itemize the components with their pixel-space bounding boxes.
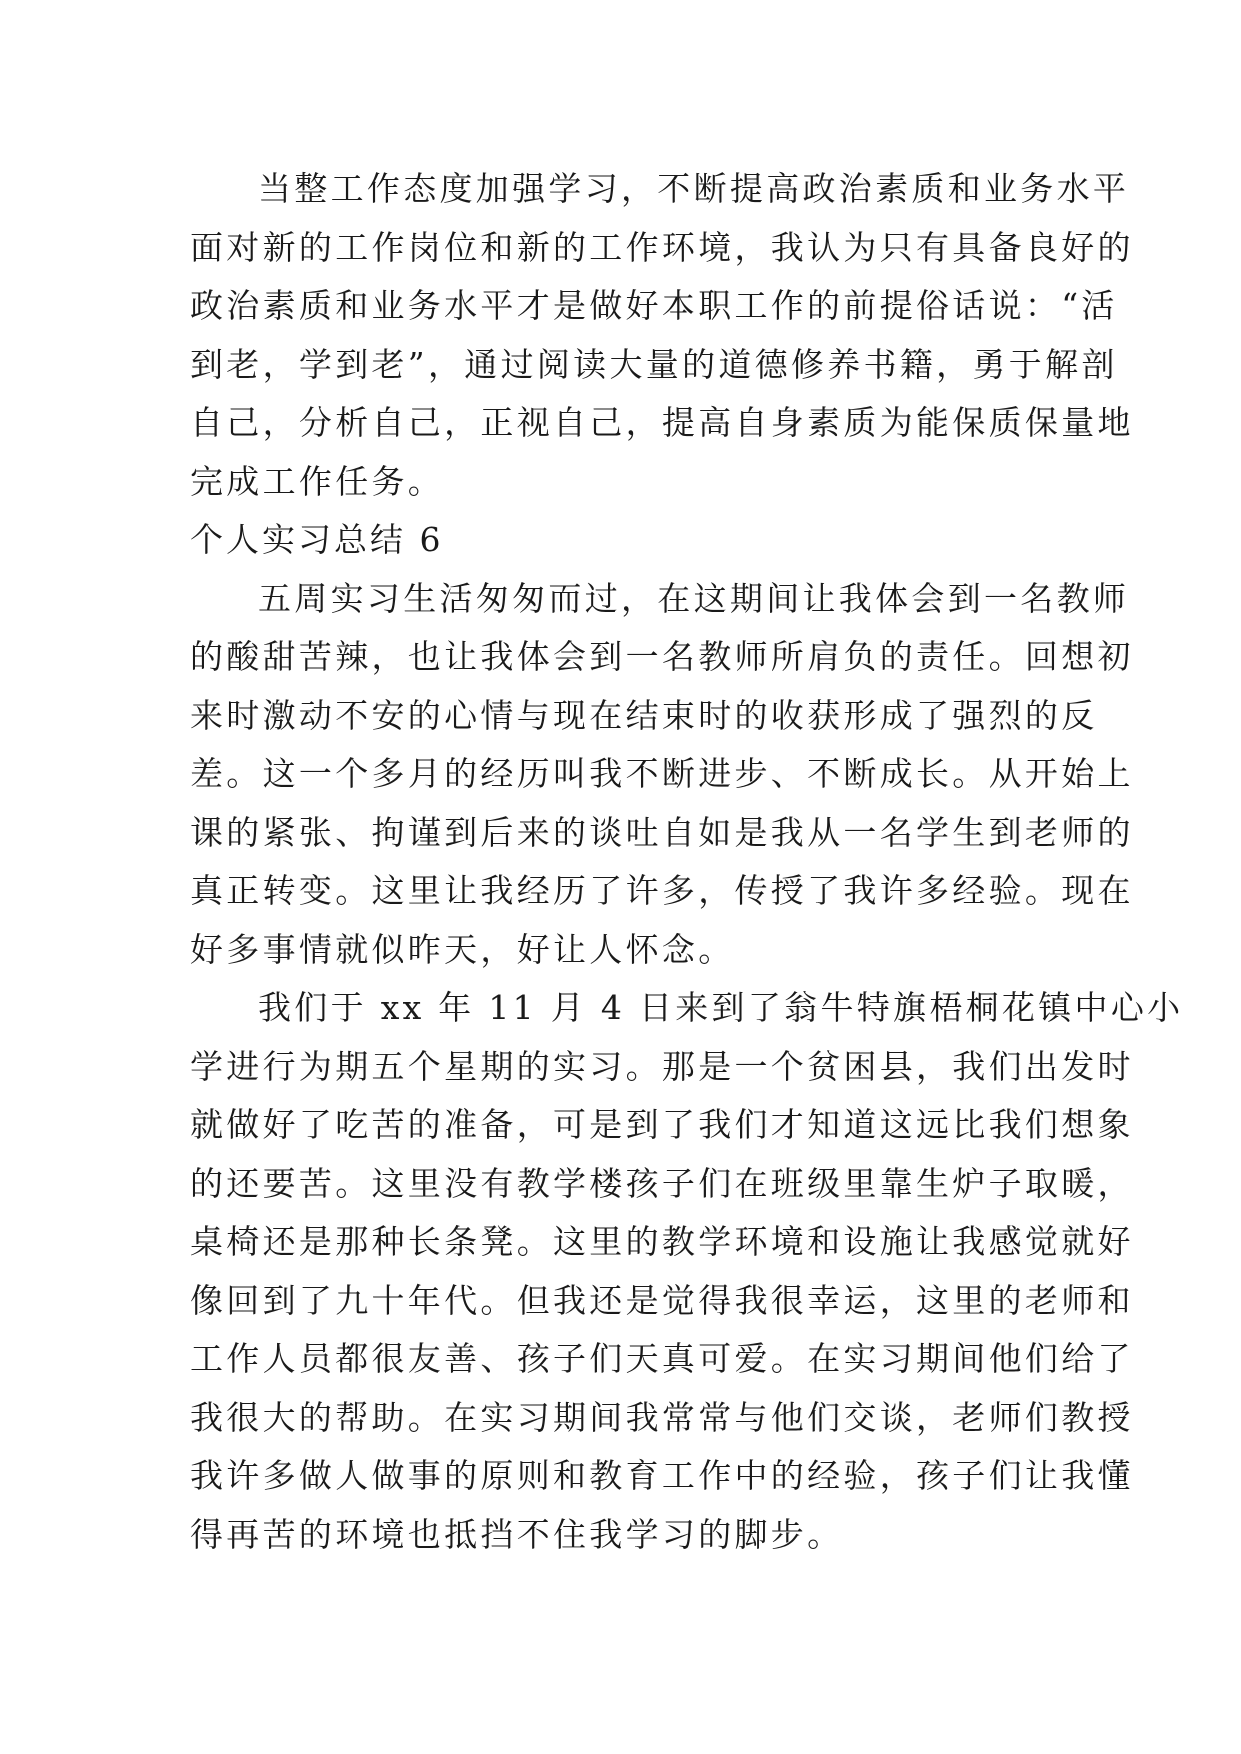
paragraph-line: 来时激动不安的心情与现在结束时的收获形成了强烈的反 bbox=[190, 695, 1098, 735]
paragraph-line: 的还要苦。这里没有教学楼孩子们在班级里靠生炉子取暖， bbox=[190, 1163, 1134, 1203]
paragraph-line: 到老，学到老”，通过阅读大量的道德修养书籍，勇于解剖 bbox=[190, 344, 1118, 384]
paragraph-line: 工作人员都很友善、孩子们天真可爱。在实习期间他们给了 bbox=[190, 1339, 1134, 1378]
paragraph-line: 就做好了吃苦的准备，可是到了我们才知道这远比我们想象 bbox=[190, 1105, 1134, 1144]
paragraph-line: 我许多做人做事的原则和教育工作中的经验，孩子们让我懂 bbox=[190, 1456, 1134, 1495]
paragraph-line: 像回到了九十年代。但我还是觉得我很幸运，这里的老师和 bbox=[190, 1280, 1134, 1320]
paragraph-line: 我们于 xx 年 11 月 4 日来到了翁牛特旗梧桐花镇中心小 bbox=[258, 988, 1184, 1027]
paragraph-line: 完成工作任务。 bbox=[190, 461, 445, 501]
paragraph-3 bbox=[190, 979, 1184, 1564]
paragraph-line: 政治素质和业务水平才是做好本职工作的前提俗话说：“活 bbox=[190, 286, 1118, 325]
paragraph-line: 当整工作态度加强学习，不断提高政治素质和业务水平 bbox=[258, 169, 1130, 208]
paragraph-line: 课的紧张、拘谨到后来的谈吐自如是我从一名学生到老师的 bbox=[190, 812, 1134, 852]
paragraph-line: 得再苦的环境也抵挡不住我学习的脚步。 bbox=[190, 1514, 844, 1554]
paragraph-line: 面对新的工作岗位和新的工作环境，我认为只有具备良好的 bbox=[190, 227, 1134, 267]
paragraph-line: 真正转变。这里让我经历了许多，传授了我许多经验。现在 bbox=[190, 871, 1134, 910]
paragraph-2 bbox=[190, 570, 1134, 980]
paragraph-line: 的酸甜苦辣，也让我体会到一名教师所肩负的责任。回想初 bbox=[190, 637, 1134, 676]
paragraph-line: 五周实习生活匆匆而过，在这期间让我体会到一名教师 bbox=[258, 578, 1130, 618]
paragraph-line: 学进行为期五个星期的实习。那是一个贫困县，我们出发时 bbox=[190, 1046, 1134, 1086]
paragraph-line: 好多事情就似昨天，好让人怀念。 bbox=[190, 929, 735, 969]
paragraph-line: 差。这一个多月的经历叫我不断进步、不断成长。从开始上 bbox=[190, 754, 1134, 793]
document-page bbox=[190, 160, 1184, 1564]
paragraph-line: 我很大的帮助。在实习期间我常常与他们交谈，老师们教授 bbox=[190, 1397, 1134, 1437]
paragraph-line: 自己，分析自己，正视自己，提高自身素质为能保质保量地 bbox=[190, 403, 1134, 442]
section-heading: 个人实习总结 6 bbox=[190, 520, 444, 559]
paragraph-1 bbox=[190, 160, 1134, 511]
paragraph-line: 桌椅还是那种长条凳。这里的教学环境和设施让我感觉就好 bbox=[190, 1222, 1134, 1261]
